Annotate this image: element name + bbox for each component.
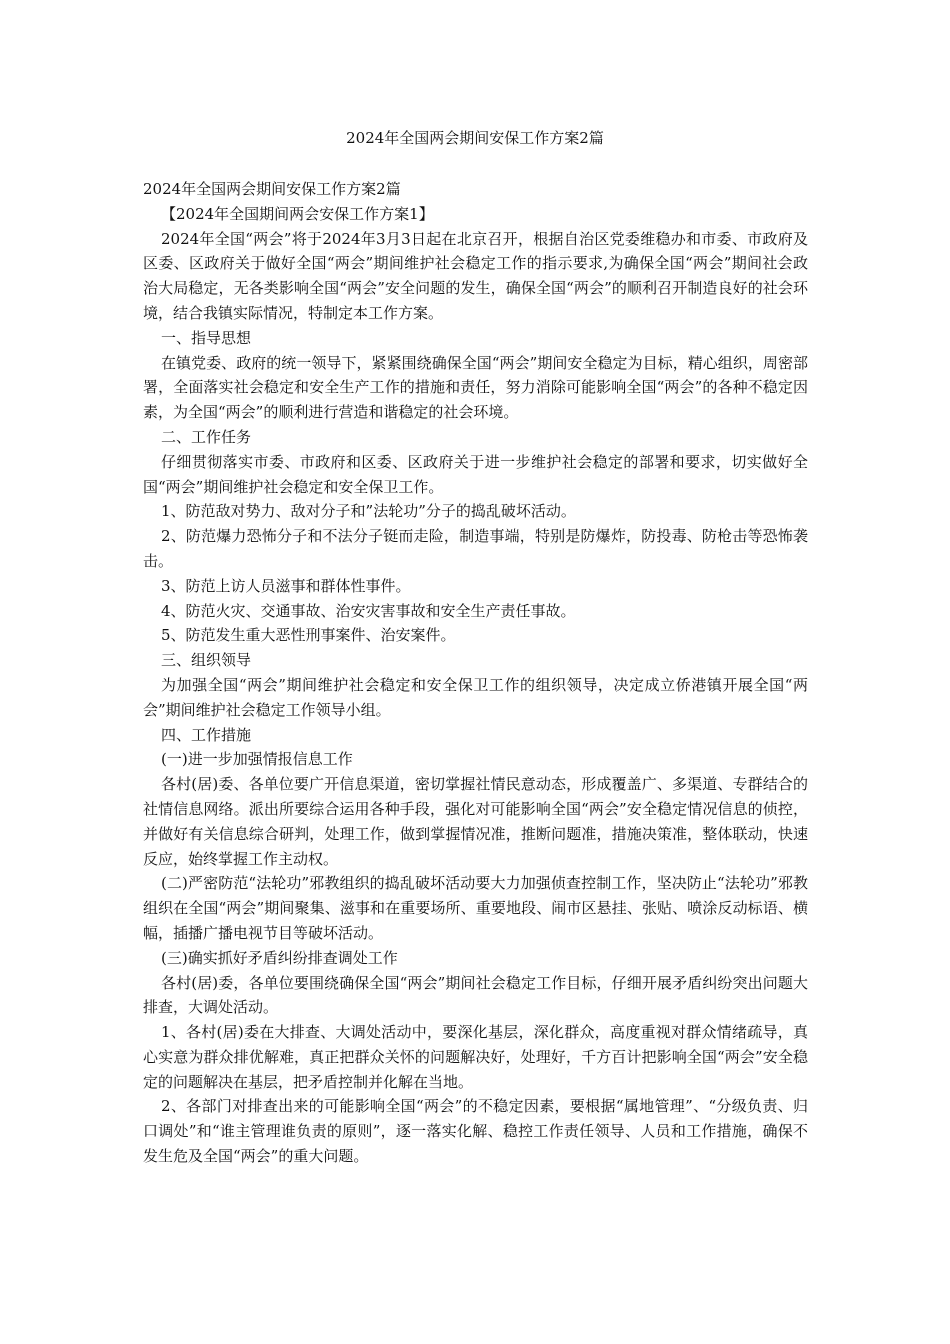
measure-paragraph-3: 各村(居)委，各单位要围绕确保全国“两会”期间社会稳定工作目标，仔细开展矛盾纠纷突出问题大排查，大调处活动。 xyxy=(143,973,808,1017)
measure-item-2: 2、各部门对排查出来的可能影响全国“两会”的不稳定因素，要根据“属地管理”、“分级负责、归口调处”和“谁主管理谁负责的原则”，逐一落实化解、稳控工作责任领导、人员和工作措施，确保不发生危及全国“两会”的重大问题。 xyxy=(143,1097,808,1166)
task-item-3: 3、防范上访人员滋事和群体性事件。 xyxy=(161,576,411,595)
document-title: 2024年全国两会期间安保工作方案2篇 xyxy=(346,129,604,147)
document-body xyxy=(143,177,808,1169)
heading-organization: 三、组织领导 xyxy=(161,651,252,670)
measure-paragraph-1: 各村(居)委、各单位要广开信息渠道，密切掌握社情民意动态，形成覆盖广、多渠道、专群结合的社情信息网络。派出所要综合运用各种手段，强化对可能影响全国“两会”安全稳定情况信息的侦控，并做好有关信息综合研判，处理工作，做到掌握情况准，推断问题准，措施决策准，整体联动，快速反应，始终掌握工作主动权。 xyxy=(143,775,808,868)
section-heading-plan-1: 【2024年全国期间两会安保工作方案1】 xyxy=(161,204,434,223)
measure-item-1: 1、各村(居)委在大排查、大调处活动中，要深化基层，深化群众，高度重视对群众情绪疏导，真心实意为群众排优解难，真正把群众关怀的问题解决好，处理好，千方百计把影响全国“两会”安全稳定的问题解决在基层，把矛盾控制并化解在当地。 xyxy=(143,1023,808,1091)
measure-heading-1: (一)进一步加强情报信息工作 xyxy=(161,750,353,769)
intro-paragraph: 2024年全国“两会”将于2024年3月3日起在北京召开，根据自治区党委维稳办和市委、市政府及区委、区政府关于做好全国“两会”期间维护社会稳定工作的指示要求,为确保全国“两会”期间社会政治大局稳定，无各类影响全国“两会”安全问题的发生，确保全国“两会”的顺利召开制造良好的社会环境，结合我镇实际情况，特制定本工作方案。 xyxy=(143,229,808,322)
paragraph-organization: 为加强全国“两会”期间维护社会稳定和安全保卫工作的组织领导，决定成立侨港镇开展全国“两会”期间维护社会稳定工作领导小组。 xyxy=(143,675,808,719)
paragraph-work-tasks: 仔细贯彻落实市委、市政府和区委、区政府关于进一步维护社会稳定的部署和要求，切实做好全国“两会”期间维护社会稳定和安全保卫工作。 xyxy=(143,452,808,496)
task-item-1: 1、防范敌对势力、敌对分子和”法轮功”分子的捣乱破坏活动。 xyxy=(161,502,576,521)
task-item-5: 5、防范发生重大恶性刑事案件、治安案件。 xyxy=(161,626,456,645)
measure-paragraph-2: (二)严密防范“法轮功”邪教组织的捣乱破坏活动要大力加强侦查控制工作，坚决防止“法轮功”邪教组织在全国“两会”期间聚集、滋事和在重要场所、重要地段、闹市区悬挂、张贴、喷涂反动标语、横幅，插播广播电视节目等破坏活动。 xyxy=(143,874,808,942)
heading-work-measures: 四、工作措施 xyxy=(161,725,252,744)
paragraph-guiding-ideology: 在镇党委、政府的统一领导下，紧紧围绕确保全国“两会”期间安全稳定为目标，精心组织，周密部署，全面落实社会稳定和安全生产工作的措施和责任，努力消除可能影响全国“两会”的各种不稳定因素，为全国“两会”的顺利进行营造和谐稳定的社会环境。 xyxy=(143,353,808,422)
heading-guiding-ideology: 一、指导思想 xyxy=(161,328,252,347)
task-item-2: 2、防范爆力恐怖分子和不法分子铤而走险，制造事端，特别是防爆炸，防投毒、防枪击等恐怖袭击。 xyxy=(143,527,808,570)
task-item-4: 4、防范火灾、交通事故、治安灾害事故和安全生产责任事故。 xyxy=(161,601,576,620)
heading-work-tasks: 二、工作任务 xyxy=(161,427,252,446)
measure-heading-3: (三)确实抓好矛盾纠纷排查调处工作 xyxy=(161,948,398,967)
subtitle: 2024年全国两会期间安保工作方案2篇 xyxy=(143,180,401,198)
